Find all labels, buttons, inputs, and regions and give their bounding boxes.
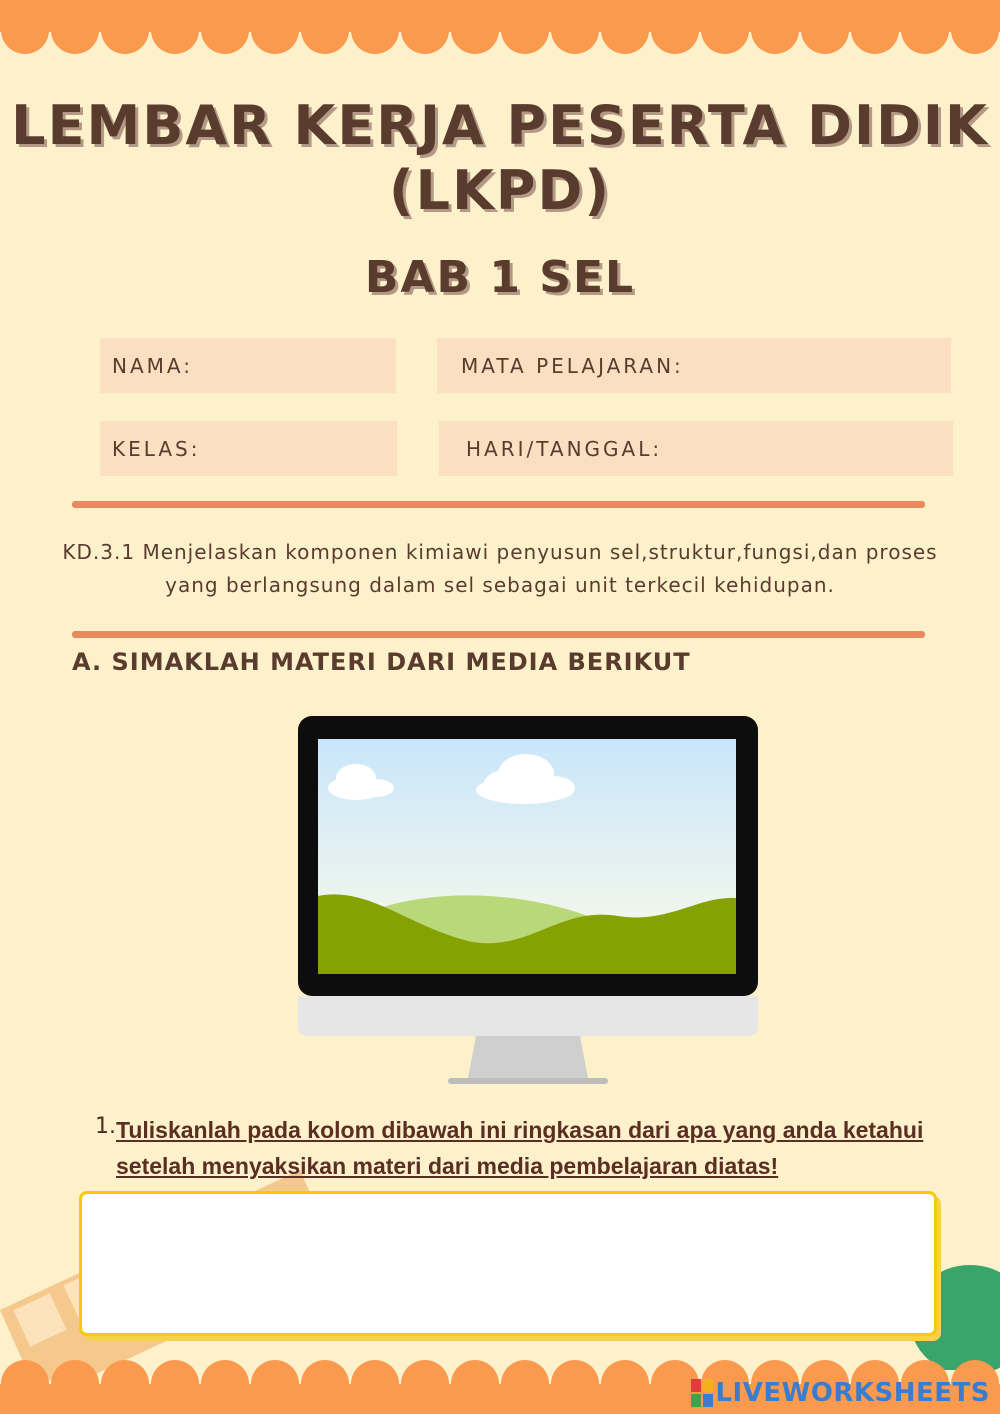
hari-tanggal-field[interactable] [439, 421, 953, 476]
nama-label: NAMA: [112, 353, 193, 378]
kelas-label: KELAS: [112, 436, 201, 461]
chapter-title: BAB 1 SEL [364, 252, 636, 303]
brand-text: LIVEWORKSHEETS [715, 1378, 990, 1408]
divider-top [72, 501, 925, 508]
answer-textbox[interactable] [79, 1191, 937, 1336]
mata-pelajaran-label: MATA PELAJARAN: [461, 353, 684, 378]
page-title: LEMBAR KERJA PESERTA DIDIK [11, 94, 989, 157]
divider-bottom [72, 631, 925, 638]
hari-tanggal-label: HARI/TANGGAL: [466, 436, 663, 461]
nama-field[interactable] [100, 338, 396, 393]
liveworksheets-logo-icon [691, 1379, 713, 1407]
liveworksheets-brand[interactable] [691, 1378, 990, 1408]
mata-pelajaran-field[interactable] [437, 338, 951, 393]
question-1-number: 1. [95, 1114, 116, 1139]
kd-description: KD.3.1 Menjelaskan komponen kimiawi penyusun sel,struktur,fungsi,dan proses yang berlangsung dalam sel sebagai unit terkecil kehidupan. [62, 540, 938, 597]
media-monitor-icon[interactable] [298, 716, 758, 1088]
question-1-text: Tuliskanlah pada kolom dibawah ini ringkasan dari apa yang anda ketahui setelah menyaksikan materi dari media pembelajaran diatas! [116, 1117, 924, 1179]
scallop-top-border [0, 0, 1000, 60]
section-a-heading: A. SIMAKLAH MATERI DARI MEDIA BERIKUT [72, 648, 691, 676]
page-subtitle: (LKPD) [388, 159, 611, 222]
kelas-field[interactable] [100, 421, 397, 476]
